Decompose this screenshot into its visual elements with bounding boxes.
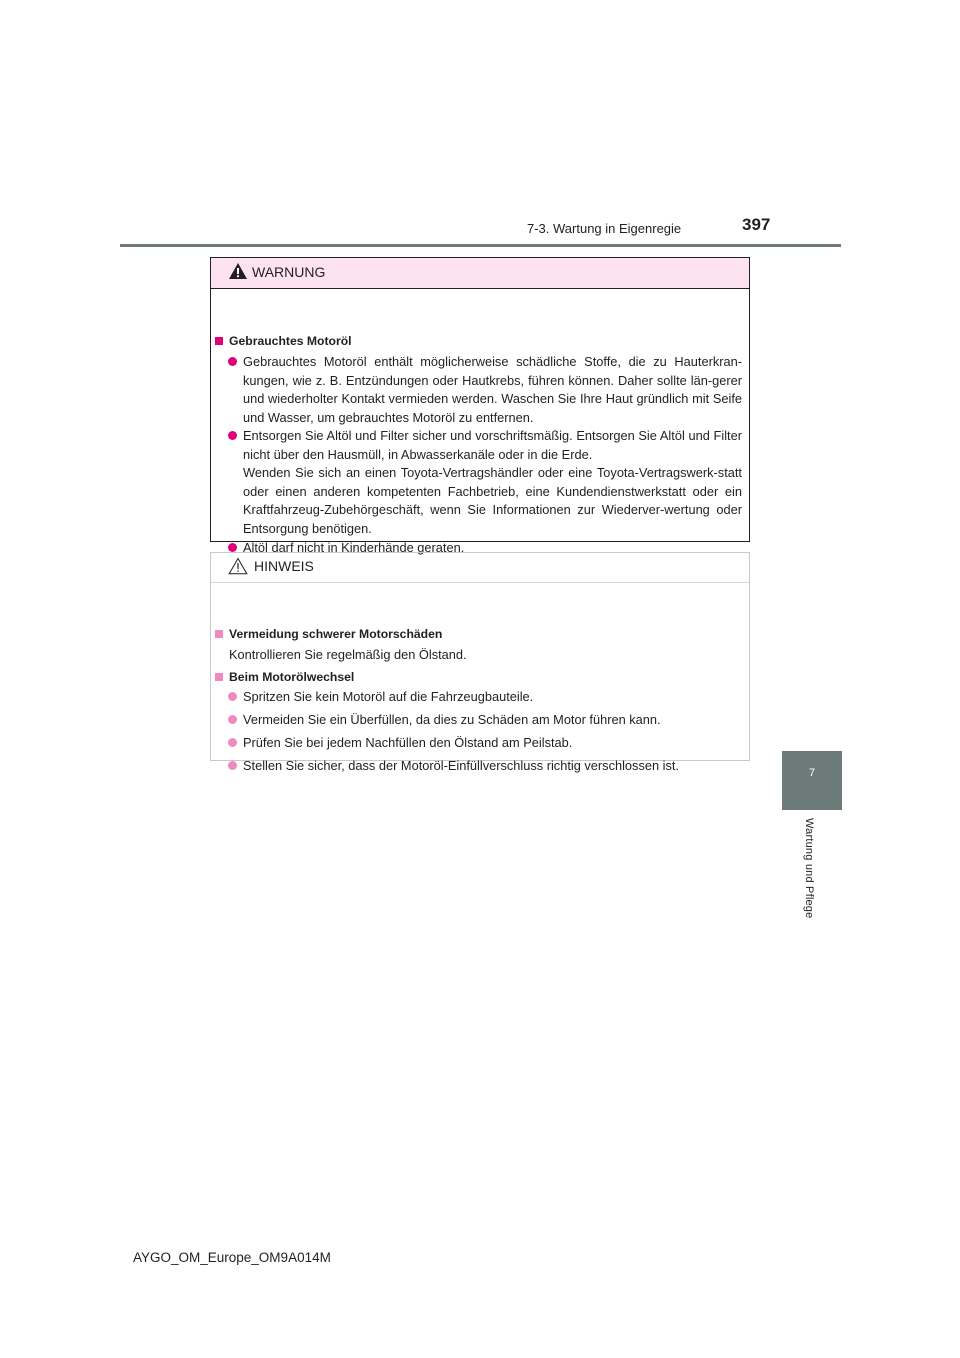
warning-box xyxy=(210,257,750,555)
notice-text: Kontrollieren Sie regelmäßig den Ölstand. xyxy=(229,647,467,662)
bullet-dot-icon xyxy=(228,431,237,440)
notice-bullet xyxy=(228,734,742,753)
page-number: 397 xyxy=(742,215,771,234)
square-bullet-icon xyxy=(215,337,223,345)
warning-bullet-text: Gebrauchtes Motoröl enthält möglicherweise schädliche Stoffe, die zu Hauterkran-kungen, wie z. B. Entzündungen oder Hautkrebs, führen können. Daher sollte län-gerer und wiederholter Kontakt vermieden werden. Waschen Sie Ihre Haut gründlich mit Seife und Wasser, um gebrauchtes Motoröl zu entfernen. xyxy=(243,354,742,425)
bullet-dot-icon xyxy=(228,738,237,747)
square-bullet-icon xyxy=(215,673,223,681)
warning-bullet xyxy=(228,353,742,427)
warning-bullet-text: Altöl darf nicht in Kinderhände geraten. xyxy=(243,540,465,555)
warning-header xyxy=(211,258,749,289)
bullet-dot-icon xyxy=(228,715,237,724)
document-code: AYGO_OM_Europe_OM9A014M xyxy=(133,1250,331,1265)
notice-bullet-text: Stellen Sie sicher, dass der Motoröl-Einfüllverschluss richtig verschlossen ist. xyxy=(243,758,679,773)
warning-section-heading-text: Gebrauchtes Motoröl xyxy=(229,334,352,348)
notice-section-heading xyxy=(215,627,442,641)
notice-bullet xyxy=(228,688,742,707)
bullet-dot-icon xyxy=(228,761,237,770)
notice-title: HINWEIS xyxy=(254,558,314,574)
notice-bullet-text: Vermeiden Sie ein Überfüllen, da dies zu Schäden am Motor führen kann. xyxy=(243,712,661,727)
notice-bullet-text: Spritzen Sie kein Motoröl auf die Fahrzeugbauteile. xyxy=(243,689,534,704)
header-rule xyxy=(120,244,841,247)
warning-bullet-text: Entsorgen Sie Altöl und Filter sicher und vorschriftsmäßig. Entsorgen Sie Altöl und Filter nicht über den Hausmüll, in Abwasserkanäle oder in die Erde. xyxy=(243,428,742,462)
bullet-dot-icon xyxy=(228,543,237,552)
bullet-dot-icon xyxy=(228,692,237,701)
notice-bullet xyxy=(228,757,742,776)
notice-header xyxy=(211,553,749,583)
chapter-tab xyxy=(782,751,842,810)
warning-bullet-text: Wenden Sie sich an einen Toyota-Vertragshändler oder eine Toyota-Vertragswerk-statt oder einen anderen kompetenten Fachbetrieb, eine Kundendienstwerkstatt oder ein Kraftfahrzeug-Zubehörgeschäft, wenn Sie Informationen zur Wiederver-wertung oder Entsorgung benötigen. xyxy=(243,465,742,536)
notice-section-heading-text: Beim Motorölwechsel xyxy=(229,670,355,684)
caution-triangle-icon xyxy=(228,557,248,575)
chapter-title: Wartung und Pflege xyxy=(803,818,815,919)
header-section-title: 7-3. Wartung in Eigenregie xyxy=(527,221,682,236)
chapter-number: 7 xyxy=(808,767,816,779)
notice-bullet xyxy=(228,711,742,730)
warning-section-heading xyxy=(215,334,352,348)
notice-bullet-text: Prüfen Sie bei jedem Nachfüllen den Ölstand am Peilstab. xyxy=(243,735,573,750)
bullet-dot-icon xyxy=(228,357,237,366)
notice-box xyxy=(210,552,750,773)
warning-triangle-icon xyxy=(228,262,248,280)
square-bullet-icon xyxy=(215,630,223,638)
warning-bullet xyxy=(228,427,742,538)
warning-title: WARNUNG xyxy=(252,264,326,280)
notice-section-heading xyxy=(215,670,354,684)
notice-section-heading-text: Vermeidung schwerer Motorschäden xyxy=(229,627,443,641)
